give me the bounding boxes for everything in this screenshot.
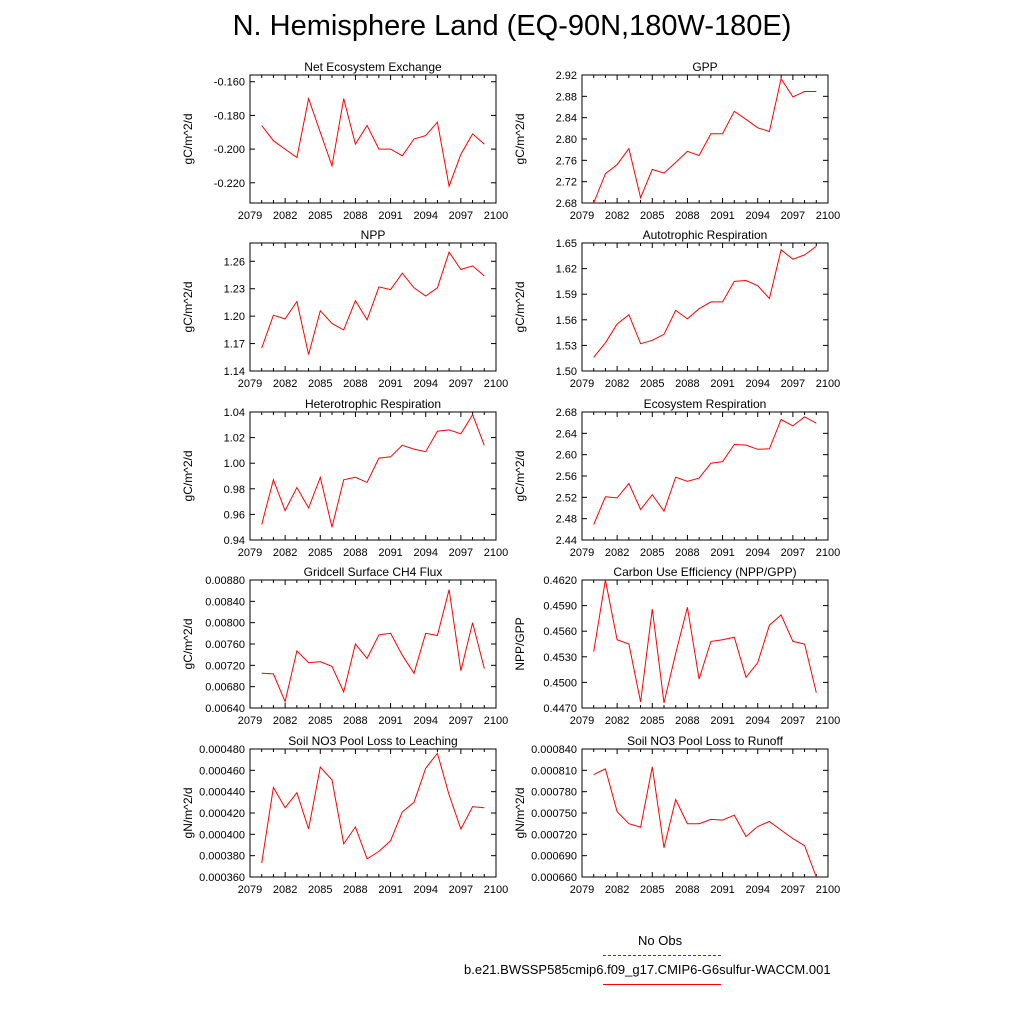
y-tick-label: 2.56	[555, 471, 577, 483]
y-tick-label: 0.000360	[199, 872, 245, 884]
x-tick-label: 2097	[448, 715, 474, 727]
x-tick-label: 2088	[675, 378, 700, 390]
y-tick-label: 0.94	[223, 535, 245, 547]
y-tick-label: 1.59	[555, 289, 577, 302]
y-tick-label: 2.84	[555, 112, 577, 125]
x-tick-label: 2097	[448, 210, 474, 222]
x-tick-label: 2100	[483, 884, 509, 896]
x-tick-label: 2082	[272, 547, 298, 559]
panel-title: Heterotrophic Respiration	[304, 397, 442, 411]
x-tick-label: 2097	[780, 884, 806, 896]
x-tick-label: 2094	[745, 715, 770, 727]
y-tick-label: 2.44	[555, 535, 577, 547]
series-line-1	[262, 753, 485, 863]
plot-frame	[250, 749, 496, 877]
plot-frame	[582, 243, 828, 371]
y-tick-label: 1.65	[555, 238, 577, 250]
x-tick-label: 2100	[483, 378, 509, 390]
panel-title: Soil NO3 Pool Loss to Runoff	[627, 734, 783, 748]
y-tick-label: 1.17	[223, 338, 245, 351]
x-tick-label: 2085	[308, 715, 333, 727]
x-tick-label: 2079	[569, 378, 595, 390]
x-tick-label: 2094	[413, 210, 438, 222]
y-axis-label: gC/m^2/d	[181, 618, 195, 670]
x-tick-label: 2079	[237, 378, 263, 390]
x-tick-label: 2100	[815, 210, 841, 222]
x-tick-label: 2100	[483, 210, 509, 222]
x-tick-label: 2088	[675, 715, 700, 727]
y-tick-label: -0.200	[213, 144, 245, 157]
y-axis-label: NPP/GPP	[513, 617, 527, 671]
y-tick-label: 2.68	[555, 407, 577, 419]
y-tick-label: 2.52	[555, 492, 577, 505]
y-tick-label: 0.00760	[205, 639, 245, 651]
y-tick-label: 2.60	[555, 449, 577, 462]
x-tick-label: 2091	[710, 715, 735, 727]
x-tick-label: 2088	[343, 547, 368, 559]
x-tick-label: 2082	[604, 378, 630, 390]
x-tick-label: 2094	[413, 884, 438, 896]
x-tick-label: 2085	[640, 547, 665, 559]
x-tick-label: 2088	[343, 378, 368, 390]
y-tick-label: 0.000810	[531, 765, 577, 778]
series-line-1	[262, 99, 485, 187]
x-tick-label: 2079	[569, 884, 595, 896]
x-tick-label: 2085	[640, 378, 665, 390]
chart-panel-2	[513, 60, 840, 222]
panel-title: NPP	[360, 228, 386, 242]
series-line-1	[262, 415, 485, 528]
x-tick-label: 2088	[675, 884, 700, 896]
panel-title: Ecosystem Respiration	[643, 397, 767, 411]
x-tick-label: 2094	[745, 547, 770, 559]
y-tick-label: 0.000750	[531, 808, 577, 820]
x-tick-label: 2088	[675, 210, 700, 222]
y-axis-label: gN/m^2/d	[513, 787, 527, 839]
chart-panel-5	[181, 397, 508, 559]
y-tick-label: 0.4560	[543, 626, 577, 639]
y-tick-label: -0.220	[213, 177, 245, 190]
series-line-1	[594, 79, 817, 203]
series-line-1	[262, 252, 485, 354]
y-tick-label: 0.00720	[205, 660, 245, 673]
x-tick-label: 2091	[378, 547, 403, 559]
y-tick-label: 0.000380	[199, 850, 245, 863]
x-tick-label: 2088	[343, 715, 368, 727]
x-tick-label: 2085	[640, 210, 665, 222]
x-tick-label: 2082	[604, 210, 630, 222]
y-tick-label: 1.04	[223, 407, 245, 419]
x-tick-label: 2097	[448, 884, 474, 896]
y-tick-label: 0.000460	[199, 765, 245, 778]
panel-title: GPP	[692, 60, 718, 74]
y-tick-label: 0.00880	[205, 575, 245, 587]
y-tick-label: -0.160	[213, 76, 245, 89]
chart-panel-3	[181, 228, 508, 390]
plot-frame	[582, 412, 828, 540]
x-tick-label: 2091	[710, 210, 735, 222]
y-tick-label: 2.68	[555, 198, 577, 210]
x-tick-label: 2094	[745, 210, 770, 222]
y-tick-label: 2.76	[555, 155, 577, 168]
x-tick-label: 2079	[237, 884, 263, 896]
x-tick-label: 2088	[343, 210, 368, 222]
x-tick-label: 2100	[815, 547, 841, 559]
y-tick-label: 0.000780	[531, 786, 577, 799]
y-tick-label: 1.20	[223, 311, 245, 324]
y-tick-label: 1.53	[555, 340, 577, 353]
y-axis-label: gC/m^2/d	[513, 450, 527, 502]
y-axis-label: gN/m^2/d	[181, 787, 195, 839]
y-tick-label: 1.14	[223, 366, 245, 378]
y-tick-label: 1.23	[223, 283, 245, 296]
y-tick-label: 2.64	[555, 428, 577, 441]
y-tick-label: 0.000400	[199, 829, 245, 842]
series-line-1	[594, 246, 817, 357]
series-line-1	[594, 417, 817, 525]
y-tick-label: 0.4470	[543, 703, 577, 715]
y-tick-label: 0.000480	[199, 744, 245, 756]
legend-model-line	[603, 984, 721, 985]
x-tick-label: 2082	[604, 884, 630, 896]
y-tick-label: 1.02	[223, 432, 245, 445]
plot-frame	[250, 412, 496, 540]
x-tick-label: 2094	[745, 378, 770, 390]
y-tick-label: 0.00680	[205, 681, 245, 694]
x-tick-label: 2082	[604, 547, 630, 559]
x-tick-label: 2097	[780, 715, 806, 727]
y-tick-label: 0.000720	[531, 829, 577, 842]
y-tick-label: 0.4590	[543, 600, 577, 613]
x-tick-label: 2079	[569, 210, 595, 222]
panel-title: Net Ecosystem Exchange	[304, 60, 442, 74]
x-tick-label: 2082	[272, 715, 298, 727]
x-tick-label: 2085	[308, 884, 333, 896]
chart-panel-7	[181, 565, 508, 727]
y-tick-label: 2.48	[555, 513, 577, 526]
x-tick-label: 2085	[640, 715, 665, 727]
panel-title: Soil NO3 Pool Loss to Leaching	[288, 734, 458, 748]
x-tick-label: 2091	[378, 884, 403, 896]
x-tick-label: 2079	[237, 210, 263, 222]
x-tick-label: 2097	[448, 547, 474, 559]
x-tick-label: 2100	[815, 715, 841, 727]
y-tick-label: 0.00840	[205, 596, 245, 609]
panel-title: Autotrophic Respiration	[642, 228, 768, 242]
chart-panel-4	[513, 228, 840, 390]
y-tick-label: 2.80	[555, 134, 577, 146]
y-tick-label: 2.88	[555, 91, 577, 104]
x-tick-label: 2094	[413, 378, 438, 390]
x-tick-label: 2082	[272, 378, 298, 390]
x-tick-label: 2100	[483, 547, 509, 559]
y-tick-label: 2.72	[555, 176, 577, 189]
x-tick-label: 2085	[640, 884, 665, 896]
panel-title: Carbon Use Efficiency (NPP/GPP)	[613, 565, 797, 579]
x-tick-label: 2091	[378, 378, 403, 390]
y-axis-label: gC/m^2/d	[181, 281, 195, 333]
y-axis-label: gC/m^2/d	[181, 450, 195, 502]
y-axis-label: gC/m^2/d	[513, 281, 527, 333]
x-tick-label: 2085	[308, 547, 333, 559]
y-tick-label: 1.00	[223, 458, 245, 471]
x-tick-label: 2097	[780, 547, 806, 559]
x-tick-label: 2088	[675, 547, 700, 559]
x-tick-label: 2094	[413, 547, 438, 559]
plot-frame	[250, 580, 496, 708]
y-tick-label: 0.98	[223, 483, 245, 496]
x-tick-label: 2082	[604, 715, 630, 727]
x-tick-label: 2094	[413, 715, 438, 727]
series-line-1	[594, 580, 817, 703]
x-tick-label: 2079	[237, 547, 263, 559]
y-tick-label: 1.50	[555, 366, 577, 378]
y-tick-label: 0.000420	[199, 808, 245, 820]
y-axis-label: gC/m^2/d	[181, 113, 195, 165]
page-title: N. Hemisphere Land (EQ-90N,180W-180E)	[232, 10, 792, 42]
x-tick-label: 2097	[780, 378, 806, 390]
legend-obs-line	[603, 955, 721, 956]
y-tick-label: 1.26	[223, 256, 245, 269]
x-tick-label: 2091	[378, 715, 403, 727]
x-tick-label: 2091	[710, 547, 735, 559]
x-tick-label: 2097	[448, 378, 474, 390]
chart-panel-6	[513, 397, 840, 559]
y-tick-label: 0.000440	[199, 786, 245, 799]
plot-frame	[582, 580, 828, 708]
x-tick-label: 2079	[569, 547, 595, 559]
y-tick-label: 0.4500	[543, 677, 577, 690]
y-tick-label: 0.4530	[543, 651, 577, 664]
y-tick-label: 0.96	[223, 509, 245, 522]
x-tick-label: 2085	[308, 378, 333, 390]
x-tick-label: 2082	[272, 210, 298, 222]
y-tick-label: 0.000660	[531, 872, 577, 884]
x-tick-label: 2091	[710, 884, 735, 896]
chart-panel-9	[181, 734, 508, 896]
series-line-1	[262, 590, 485, 702]
panel-title: Gridcell Surface CH4 Flux	[303, 565, 443, 579]
x-tick-label: 2079	[569, 715, 595, 727]
chart-panel-8	[513, 565, 840, 727]
y-tick-label: 0.4620	[543, 575, 577, 587]
x-tick-label: 2100	[815, 884, 841, 896]
chart-panel-1	[181, 60, 508, 222]
x-tick-label: 2079	[237, 715, 263, 727]
series-line-1	[594, 767, 817, 877]
x-tick-label: 2091	[378, 210, 403, 222]
x-tick-label: 2091	[710, 378, 735, 390]
y-tick-label: -0.180	[213, 110, 245, 123]
chart-panel-10	[513, 734, 840, 896]
legend-model-label: b.e21.BWSSP585cmip6.f09_g17.CMIP6-G6sulfur-WACCM.001	[464, 962, 831, 977]
x-tick-label: 2097	[780, 210, 806, 222]
x-tick-label: 2100	[483, 715, 509, 727]
plot-frame	[250, 243, 496, 371]
x-tick-label: 2088	[343, 884, 368, 896]
y-axis-label: gC/m^2/d	[513, 113, 527, 165]
plot-frame	[250, 75, 496, 203]
y-tick-label: 1.62	[555, 263, 577, 276]
x-tick-label: 2100	[815, 378, 841, 390]
x-tick-label: 2082	[272, 884, 298, 896]
legend-obs-label: No Obs	[638, 933, 683, 948]
y-tick-label: 0.00640	[205, 703, 245, 715]
y-tick-label: 0.000690	[531, 850, 577, 863]
y-tick-label: 0.000840	[531, 744, 577, 756]
y-tick-label: 1.56	[555, 314, 577, 327]
y-tick-label: 2.92	[555, 70, 577, 82]
x-tick-label: 2094	[745, 884, 770, 896]
y-tick-label: 0.00800	[205, 617, 245, 630]
x-tick-label: 2085	[308, 210, 333, 222]
